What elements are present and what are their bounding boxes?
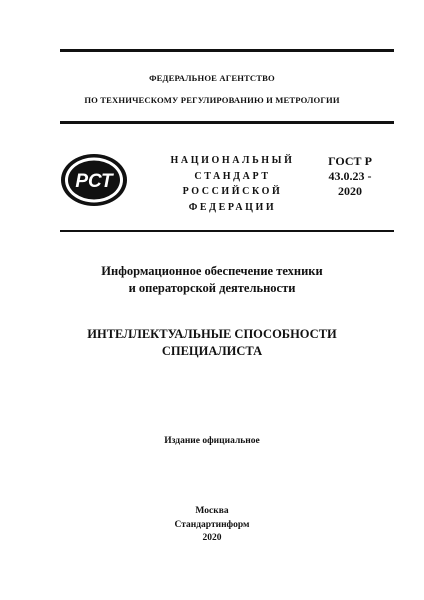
standard-code-line: 2020 [338, 184, 362, 198]
subtitle-line: Информационное обеспечение техники [101, 264, 323, 278]
rst-logo-text: РСТ [75, 171, 113, 192]
publisher-name: Стандартинформ [174, 519, 250, 530]
standard-type-line: РОССИЙСКОЙ [182, 186, 283, 197]
document-subtitle [0, 263, 424, 297]
title-line: СПЕЦИАЛИСТА [161, 344, 263, 358]
standard-type-line: ФЕДЕРАЦИИ [188, 201, 277, 213]
standard-type [170, 153, 295, 215]
agency-name-line2: ПО ТЕХНИЧЕСКОМУ РЕГУЛИРОВАНИЮ И МЕТРОЛОГИИ [84, 95, 340, 105]
document-title [0, 326, 424, 360]
publication-city: Москва [195, 506, 229, 516]
section-rule [60, 230, 394, 232]
standard-type-line: СТАНДАРТ [194, 170, 271, 182]
rst-logo-icon [58, 151, 130, 209]
standard-code-line: 43.0.23 - [328, 169, 372, 183]
publication-year: 2020 [202, 533, 222, 543]
standard-code-line: ГОСТ Р [328, 154, 372, 168]
subtitle-line: и операторской деятельности [128, 281, 296, 295]
standard-type-line: НАЦИОНАЛЬНЫЙ [170, 155, 295, 166]
top-rule [60, 49, 394, 52]
title-line: ИНТЕЛЛЕКТУАЛЬНЫЕ СПОСОБНОСТИ [87, 327, 337, 341]
agency-name-line1: ФЕДЕРАЛЬНОЕ АГЕНТСТВО [149, 73, 275, 83]
standard-code [312, 154, 388, 199]
header-rule [60, 121, 394, 124]
edition-label: Издание официальное [164, 436, 260, 446]
publication-info [0, 505, 424, 546]
